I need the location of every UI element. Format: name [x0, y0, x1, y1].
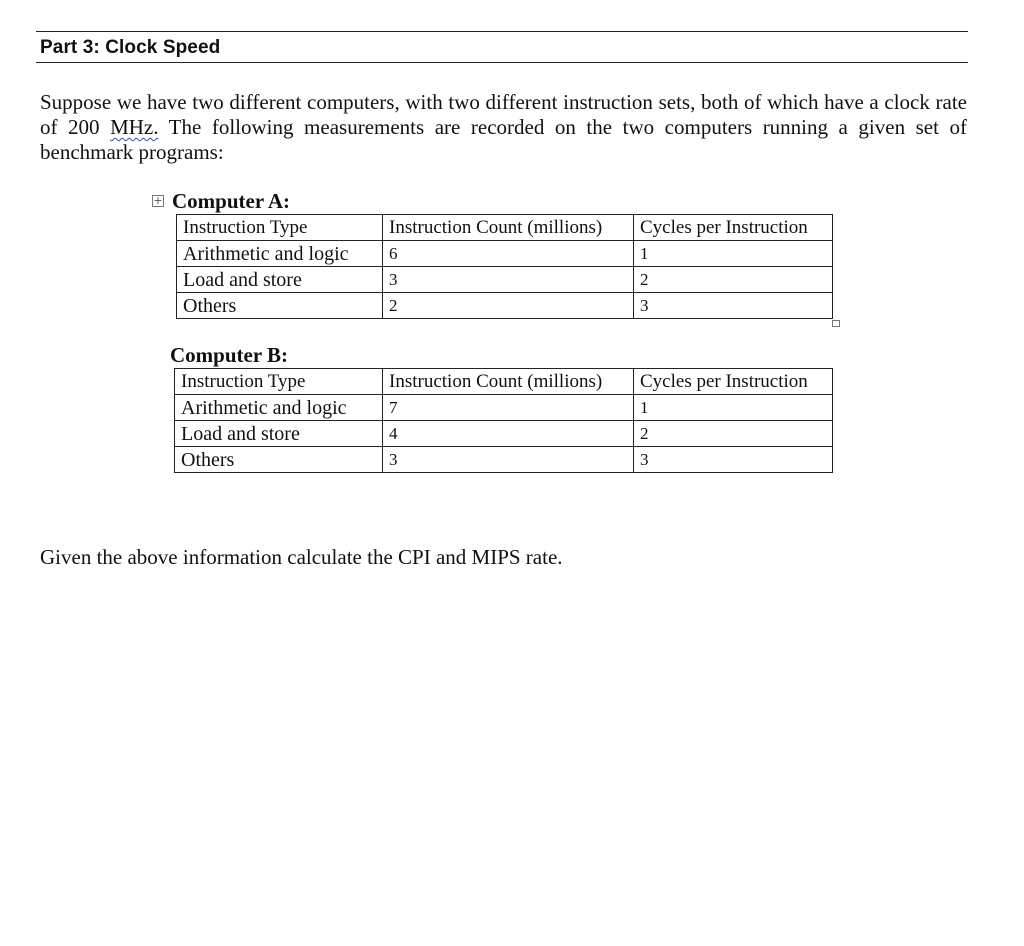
instruction-type-cell: Load and store	[175, 421, 383, 447]
instruction-count-cell: 6	[383, 241, 634, 267]
instruction-count-cell: 2	[383, 293, 634, 319]
instruction-count-cell: 7	[383, 395, 634, 421]
intro-text-end: The following measurements are recorded on the two computers running a given set of benchmark programs:	[40, 115, 967, 164]
table-header-row	[177, 215, 833, 241]
header-instruction-type: Instruction Type	[175, 369, 383, 395]
header-instruction-count: Instruction Count (millions)	[383, 369, 634, 395]
table-move-handle-icon[interactable]: +	[153, 194, 163, 207]
cpi-cell: 3	[634, 293, 833, 319]
computer-b-title: Computer B:	[170, 343, 289, 367]
instruction-type-cell: Load and store	[177, 267, 383, 293]
instruction-type-cell: Arithmetic and logic	[177, 241, 383, 267]
closing-question: Given the above information calculate the CPI and MIPS rate.	[40, 545, 563, 569]
cpi-cell: 3	[634, 447, 833, 473]
cpi-cell: 2	[634, 421, 833, 447]
table-row	[177, 241, 833, 267]
table-header-row	[175, 369, 833, 395]
table-resize-handle-icon[interactable]	[832, 320, 840, 327]
instruction-type-cell: Arithmetic and logic	[175, 395, 383, 421]
spellcheck-flagged-word[interactable]: MHz.	[110, 115, 159, 139]
cpi-cell: 1	[634, 241, 833, 267]
instruction-count-cell: 3	[383, 447, 634, 473]
instruction-type-cell: Others	[175, 447, 383, 473]
section-heading-bar	[36, 31, 968, 63]
intro-paragraph	[40, 90, 967, 165]
table-row	[177, 267, 833, 293]
table-row	[175, 395, 833, 421]
intro-text-start: Suppose we have two different computers, with two different instruction sets, both of which have a clock rate of 200	[40, 90, 967, 139]
header-instruction-count: Instruction Count (millions)	[383, 215, 634, 241]
table-row	[177, 293, 833, 319]
instruction-count-cell: 4	[383, 421, 634, 447]
cpi-cell: 1	[634, 395, 833, 421]
table-row	[175, 421, 833, 447]
computer-b-table	[174, 368, 833, 473]
header-instruction-type: Instruction Type	[177, 215, 383, 241]
table-row	[175, 447, 833, 473]
instruction-type-cell: Others	[177, 293, 383, 319]
cpi-cell: 2	[634, 267, 833, 293]
computer-a-table	[176, 214, 833, 319]
section-heading: Part 3: Clock Speed	[40, 37, 221, 58]
header-cycles-per-instruction: Cycles per Instruction	[634, 369, 833, 395]
header-cycles-per-instruction: Cycles per Instruction	[634, 215, 833, 241]
instruction-count-cell: 3	[383, 267, 634, 293]
computer-a-title: Computer A:	[172, 189, 291, 213]
